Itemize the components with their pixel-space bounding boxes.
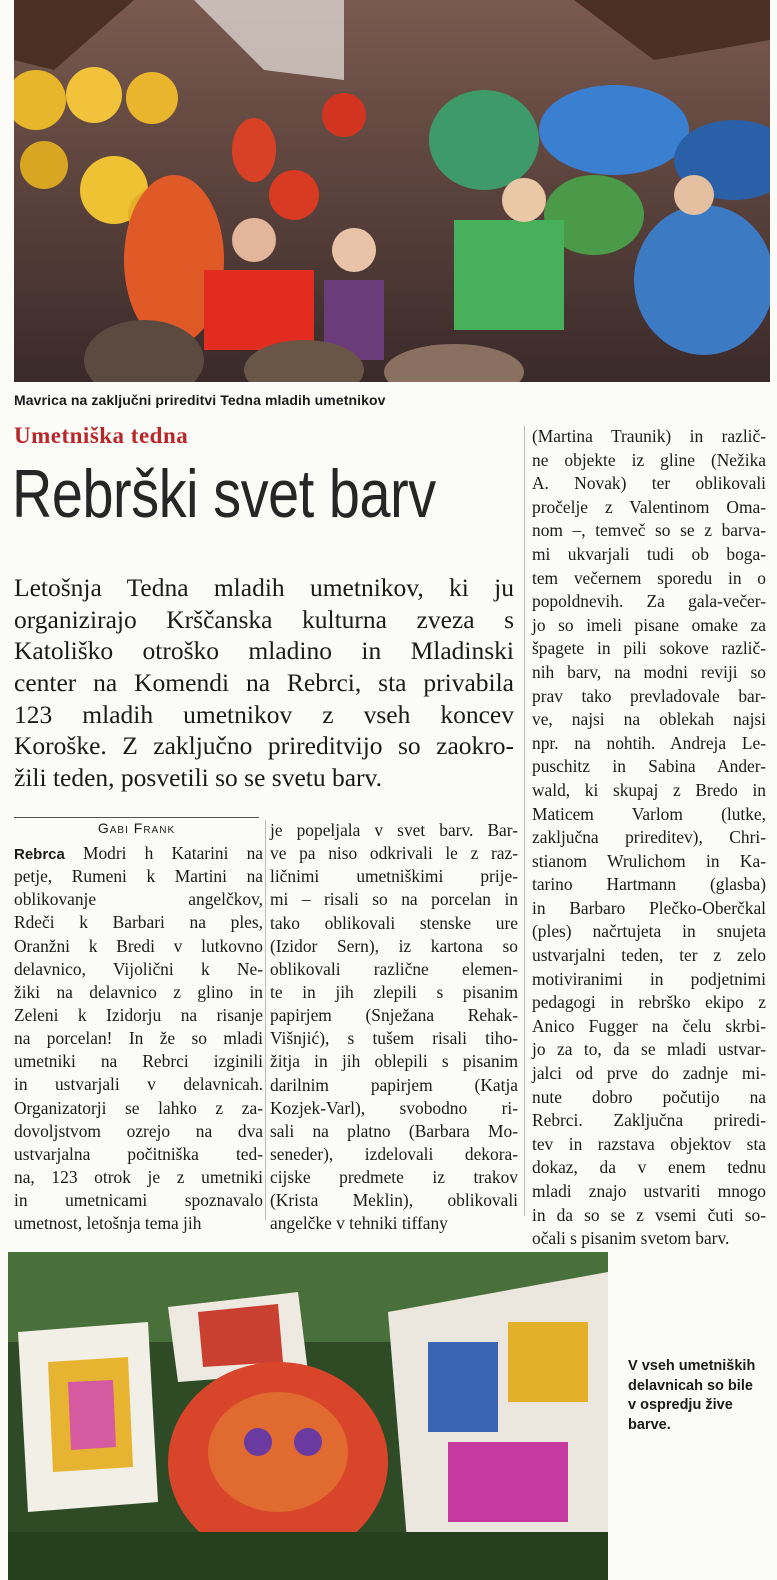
body-line: dovoljstvom ozrejo na dva — [14, 1120, 263, 1141]
body-line: umetnost, letošnja tema jih — [14, 1213, 202, 1234]
column-rule — [265, 820, 266, 1220]
body-column-3 — [532, 425, 766, 1251]
body-line: ve, najsi na oblekah najsi — [532, 709, 766, 730]
body-line: špagete in pili sokove različ- — [532, 638, 766, 659]
body-line: popoldnevih. Za gala-večer- — [532, 591, 766, 612]
body-line: nom –, temveč so se z barva- — [532, 520, 766, 541]
body-line: tarino Hartmann (glasba) — [532, 874, 766, 895]
body-line: in umetnicami spoznavalo — [14, 1190, 263, 1211]
headline: Rebrški svet barv — [12, 456, 436, 532]
body-line: mladi znajo ustvariti mnogo — [532, 1181, 766, 1201]
lead-line: žili teden, posvetili so se svetu barv. — [14, 763, 383, 793]
body-line: zaključna prireditev), Chri- — [532, 827, 766, 848]
body-line: Višnjić), s tušem risali tiho- — [270, 1028, 518, 1049]
body-line: in da so se z vsemi čuti so- — [532, 1204, 766, 1225]
body-line: Maticem Varlom (lutke, — [532, 803, 766, 824]
body-line: darilnim papirjem (Katja — [270, 1074, 518, 1095]
body-line: wald, ki skupaj z Bredo in — [532, 779, 766, 800]
caption-line: delavnicah so bile — [628, 1377, 753, 1394]
body-line: jalci od prve do zadnje mi- — [532, 1063, 766, 1084]
lead-line: center na Komendi na Rebrci, sta privabila — [14, 668, 514, 698]
body-line: (Martina Traunik) in različ- — [532, 426, 766, 446]
body-line: Anico Fugger na čelu skrbi- — [532, 1015, 766, 1036]
body-line: motiviranimi in podjetnimi — [532, 968, 766, 989]
lead-paragraph — [14, 572, 514, 794]
body-line: Organizatorji se lahko z za- — [14, 1097, 263, 1118]
body-line: A. Novak) ter oblikovali — [532, 473, 766, 494]
lead-line: 123 mladih umetnikov z vseh koncev — [14, 699, 514, 729]
body-line: tev in razstava objektov sta — [532, 1133, 766, 1154]
body-line: je popeljala v svet barv. Bar- — [270, 820, 518, 840]
caption-line: barve. — [628, 1416, 671, 1433]
body-line: ustvarjalni teden, ter z zelo — [532, 945, 766, 966]
body-line: mi ukvarjali tudi ob boga- — [532, 543, 766, 564]
body-line: delavnico, Vijolični k Ne- — [14, 958, 263, 979]
body-line: sali na platno (Barbara Mo- — [270, 1120, 518, 1141]
body-line: oblikovanje angelčkov, — [14, 889, 263, 910]
body-line: jo so imeli pisane omake za — [532, 614, 766, 635]
body-line: na porcelan! In že so mladi — [14, 1028, 263, 1049]
body-column-1 — [14, 842, 263, 1235]
body-line: ustvarjalna počitniška ted- — [14, 1143, 263, 1164]
body-line: te in jih zlepili s pisanim — [270, 981, 518, 1002]
lead-line: organizirajo Krščanska kulturna zveza s — [14, 604, 514, 634]
top-photo — [14, 0, 770, 382]
photo-caption-bottom — [628, 1357, 768, 1435]
body-line: na, 123 otrok je z umetniki — [14, 1166, 263, 1187]
body-line: pedagogi in rebrško ekipo z — [532, 992, 766, 1013]
body-line: prav tako prevladovale bar- — [532, 685, 766, 706]
body-line: cijske predmete iz trakov — [270, 1167, 518, 1188]
body-line: pročelje z Valentinom Oma- — [532, 496, 766, 517]
lead-line: Letošnja Tedna mladih umetnikov, ki ju — [14, 573, 514, 602]
body-line: (ples) načrtujeta in snujeta — [532, 921, 766, 942]
body-line: tako oblikovali stenske ure — [270, 912, 518, 933]
body-line: nih barv, na modni reviji so — [532, 661, 766, 682]
body-line: ne objekte iz gline (Nežika — [532, 449, 766, 470]
body-line: petje, Rumeni k Martini na — [14, 866, 263, 887]
body-line: Kozjek-Varl), svobodno ri- — [270, 1097, 518, 1118]
body-line: Rdeči k Barbari na ples, — [14, 912, 263, 933]
body-line: ličnimi umetniškimi prije- — [270, 866, 518, 887]
body-line: dokaz, da v enem tednu — [532, 1157, 766, 1178]
body-line: žitja in jih oblepili s pisanim — [270, 1051, 518, 1072]
body-line: oblikovali različne elemen- — [270, 958, 518, 979]
photo-caption: Mavrica na zaključni prireditvi Tedna mladih umetnikov — [14, 392, 386, 408]
body-line: angelčke v tehniki tiffany — [270, 1213, 448, 1234]
bottom-photo — [8, 1252, 608, 1580]
body-line: nute dobro počutijo na — [532, 1086, 766, 1107]
column-rule — [524, 426, 525, 1216]
dateline: Rebrca — [14, 846, 65, 863]
body-line: seneder), izdelovali dekora- — [270, 1143, 518, 1164]
body-line: Oranžni k Bredi v lutkovno — [14, 935, 263, 956]
body-line — [14, 842, 263, 865]
body-line: ve pa niso odkrivali le z raz- — [270, 843, 518, 864]
body-line: in ustvarjali v delavnicah. — [14, 1074, 263, 1095]
body-line: (Krista Meklin), oblikovali — [270, 1190, 518, 1211]
body-line: žiki na delavnico z glino in — [14, 981, 263, 1002]
body-line: umetniki na Rebrci izginili — [14, 1051, 263, 1072]
lead-line: Koroške. Z zaključno prireditvijo so zaokro- — [14, 731, 514, 761]
body-line: Rebrci. Zaključna priredi- — [532, 1110, 766, 1131]
body-line: puschitz in Sabina Ander- — [532, 756, 766, 777]
body-line: tem večernem sporedu in o — [532, 567, 766, 588]
body-line: in Barbaro Plečko-Oberčkal — [532, 897, 766, 918]
caption-line: V vseh umetniških — [628, 1358, 756, 1374]
body-line: npr. na nohtih. Andreja Le- — [532, 732, 766, 753]
body-line: (Izidor Sern), iz kartona so — [270, 935, 518, 956]
body-line: Zeleni k Izidorju na risanje — [14, 1004, 263, 1025]
body-line: očali s pisanim svetom barv. — [532, 1228, 730, 1249]
body-line: jo za to, da se mladi ustvar- — [532, 1039, 766, 1060]
lead-line: Katoliško otroško mladino in Mladinski — [14, 636, 514, 666]
body-line: papirjem (Snježana Rehak- — [270, 1005, 518, 1026]
body-line: mi – risali so na porcelan in — [270, 889, 518, 910]
kicker: Umetniška tedna — [14, 423, 189, 448]
body-line: stianom Wrulichom in Ka- — [532, 850, 766, 871]
body-text: Modri h Katarini na — [64, 843, 263, 863]
body-column-2 — [270, 819, 518, 1236]
caption-line: v ospredju žive — [628, 1397, 733, 1413]
byline: Gabi Frank — [14, 817, 259, 836]
